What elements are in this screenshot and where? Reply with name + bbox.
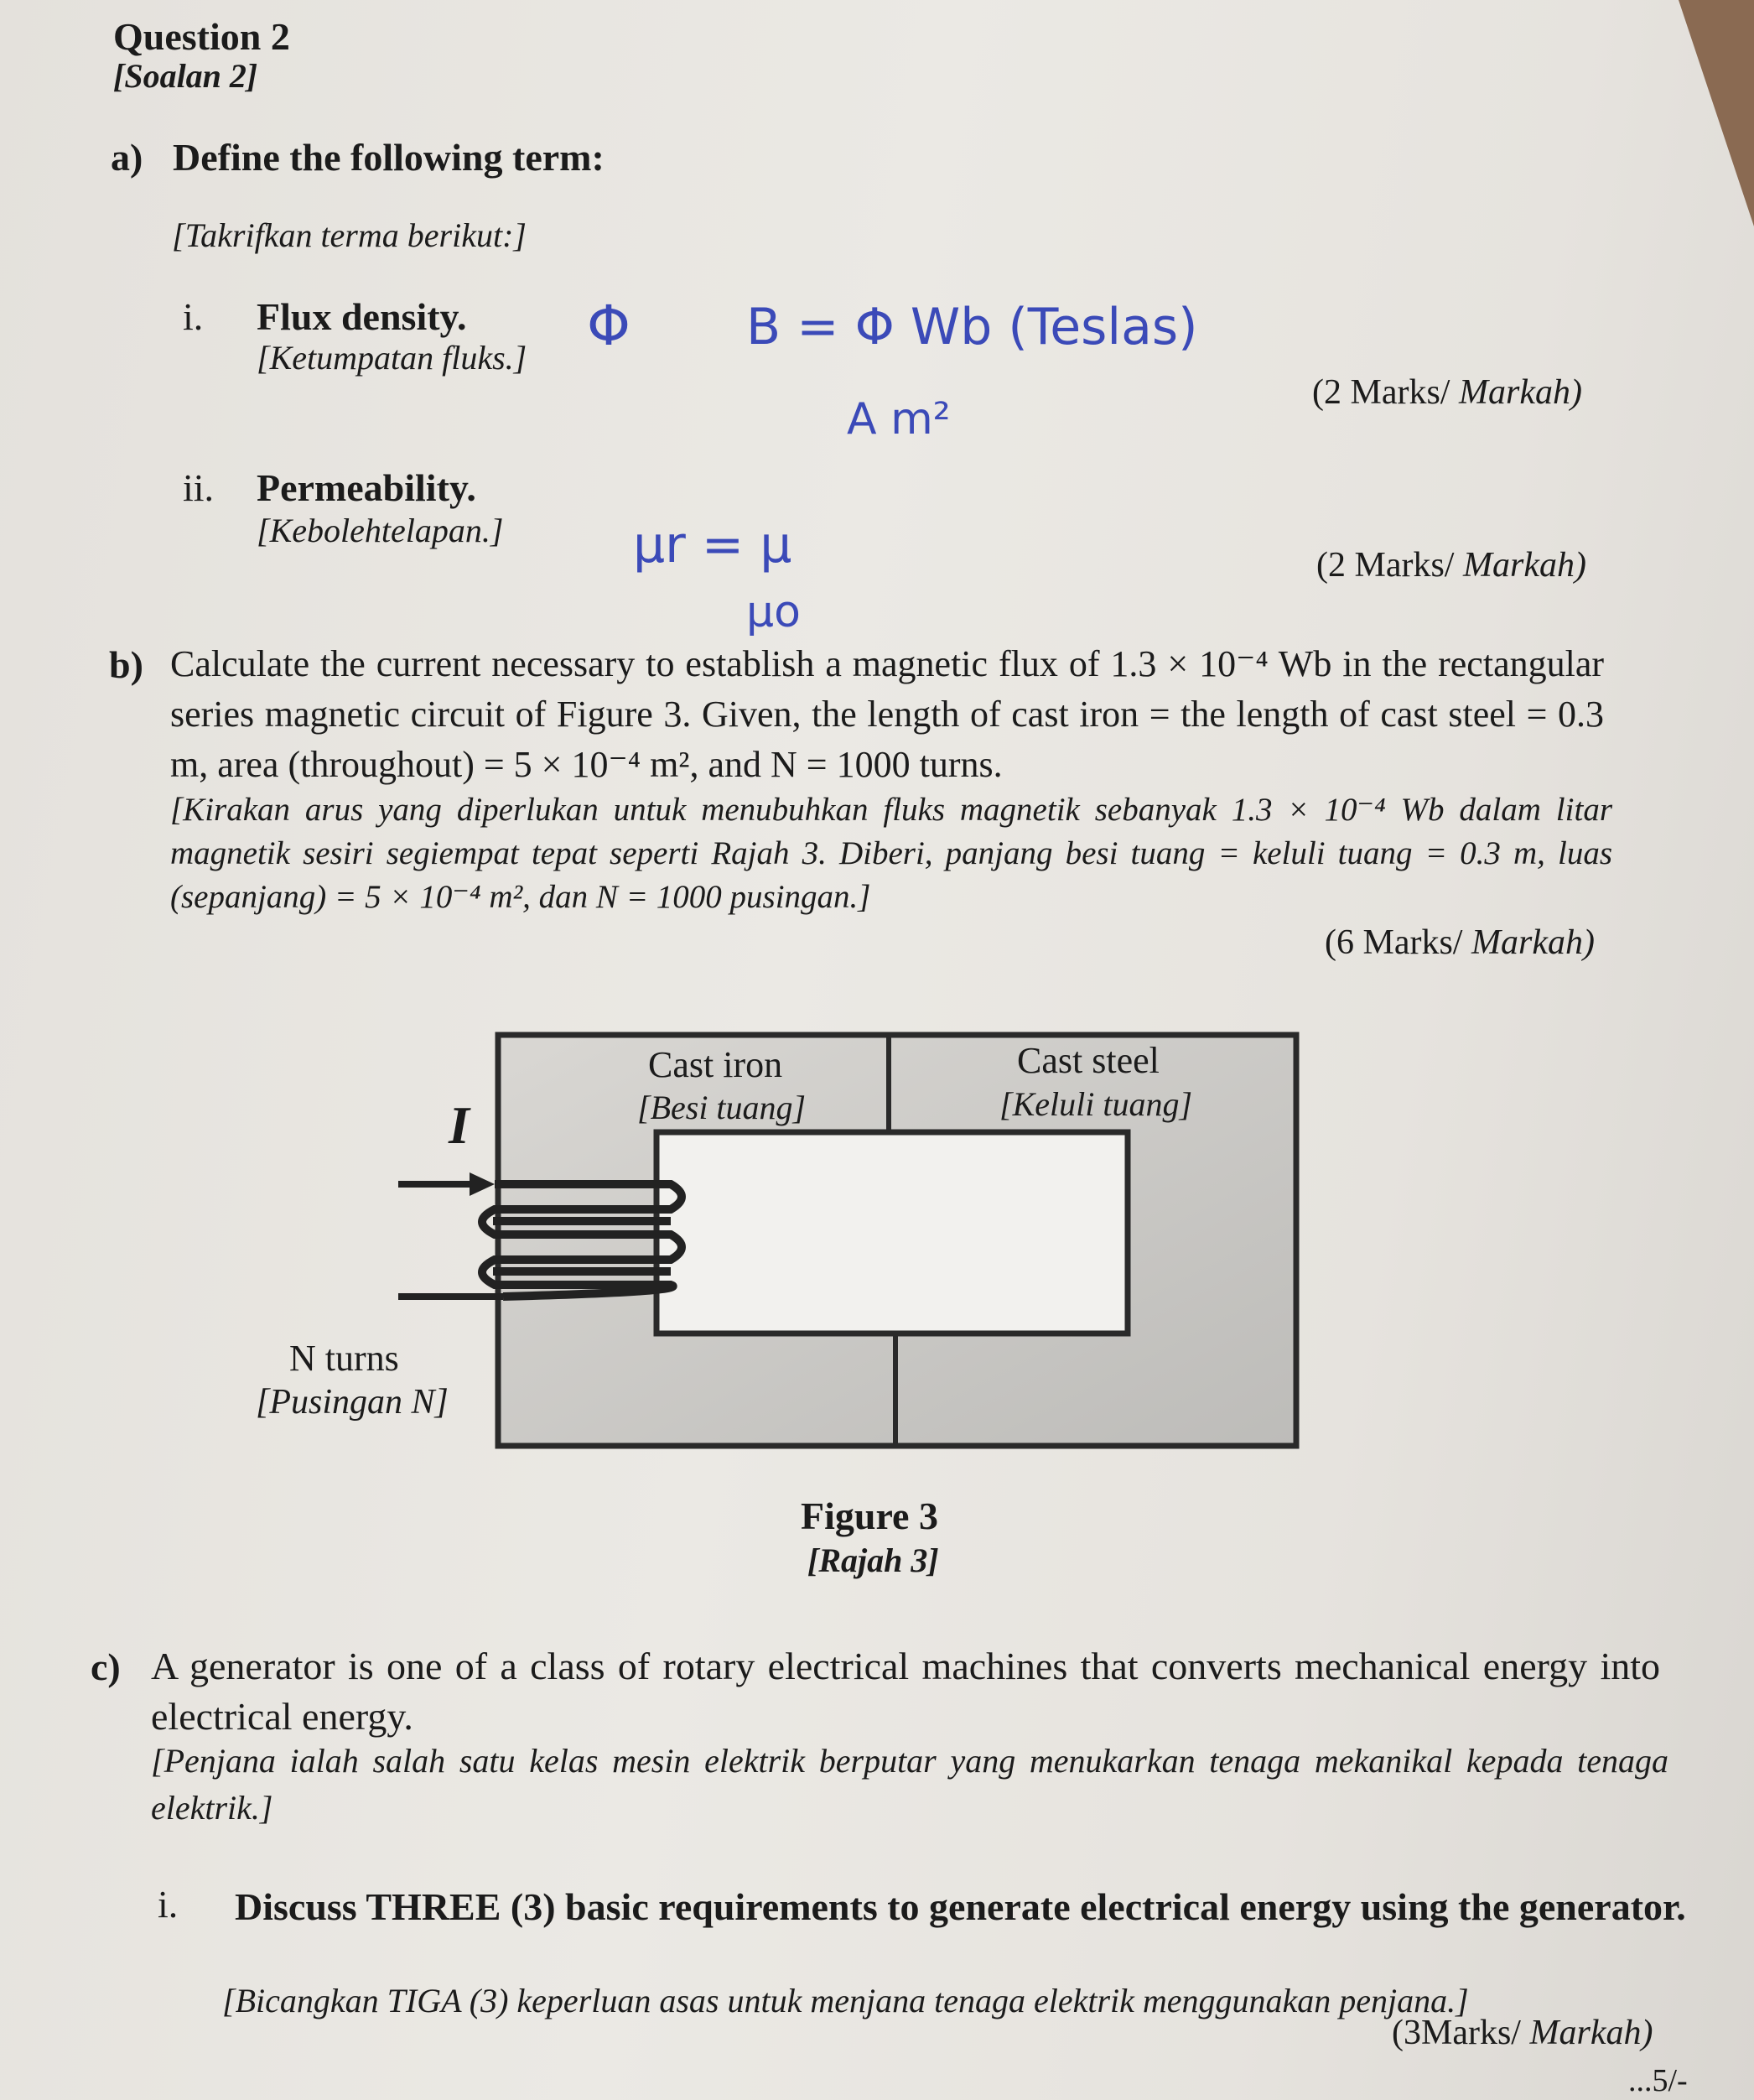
item-a2-term-ms: [Kebolehtelapan.] [257,512,504,549]
part-b-text: Calculate the current necessary to establish a magnetic flux of 1.3 × 10⁻⁴ Wb in the rectangular series magnetic circuit of Figure 3. Given, the length of cast iron = the length of cast steel = 0.3 m, area (throughout) = 5 × 10⁻⁴ m², and N = 1000 turns. [170,643,1604,785]
item-a1-marks: (2 Marks/ Markah) [1312,373,1582,412]
question-title: Question 2 [113,15,290,58]
label-cast-steel: Cast steel [1017,1040,1160,1081]
part-c-text: A generator is one of a class of rotary electrical machines that converts mechanical energy into electrical energy. [151,1645,1660,1738]
item-a1-term: Flux density. [257,295,467,338]
label-n-turns: N turns [289,1338,399,1379]
item-a2-marks: (2 Marks/ Markah) [1316,546,1586,585]
figure-caption-ms: [Rajah 3] [807,1541,939,1579]
item-c1-text-ms: [Bicangkan TIGA (3) keperluan asas untuk menjana tenaga elektrik menggunakan penjana.] [222,1982,1469,2019]
label-current: I [449,1095,470,1155]
handwritten-flux-denominator: A m² [847,394,951,444]
core-window [656,1132,1128,1333]
part-b-label: b) [109,643,143,686]
part-a-prompt: Define the following term: [173,136,605,179]
item-a1-num: i. [183,295,204,338]
item-a1-term-ms: [Ketumpatan fluks.] [257,339,527,377]
part-c-text-ms: [Penjana ialah salah satu kelas mesin elektrik berputar yang menukarkan tenaga mekanikal kepada tenaga elektrik.] [151,1742,1668,1827]
label-cast-iron-ms: [Besi tuang] [637,1089,807,1126]
part-a-prompt-ms: [Takrifkan terma berikut:] [172,216,527,254]
handwritten-perm-denominator: μo [746,587,801,637]
label-cast-steel-ms: [Keluli tuang] [999,1085,1193,1123]
handwritten-perm-formula: μr = μ [633,516,792,574]
label-cast-iron: Cast iron [648,1044,783,1085]
handwritten-flux-formula: B = Φ Wb (Teslas) [746,298,1198,356]
part-a-label: a) [111,136,143,179]
item-a2-term: Permeability. [257,466,476,509]
part-c-marks: (3Marks/ Markah) [1392,2014,1653,2052]
figure-caption: Figure 3 [801,1494,938,1537]
item-c1-text: Discuss THREE (3) basic requirements to generate electrical energy using the generator. [235,1885,1686,1928]
question-title-ms: [Soalan 2] [113,57,258,95]
handwritten-phi: Φ [587,294,631,358]
part-b-marks: (6 Marks/ Markah) [1325,923,1595,962]
part-c-label: c) [91,1645,121,1688]
item-c1-num: i. [158,1883,179,1926]
part-b-text-ms: [Kirakan arus yang diperlukan untuk menubuhkan fluks magnetik sebanyak 1.3 × 10⁻⁴ Wb dalam litar magnetik sesiri segiempat tepat seperti Rajah 3. Diberi, panjang besi tuang = keluli tuang = 0.3 m, luas (sepanjang) = 5 × 10⁻⁴ m², dan N = 1000 pusingan.] [170,792,1612,915]
current-arrow-head [470,1172,495,1196]
page-number: ...5/- [1628,2063,1688,2098]
item-a2-num: ii. [183,466,215,509]
label-n-turns-ms: [Pusingan N] [256,1383,449,1422]
